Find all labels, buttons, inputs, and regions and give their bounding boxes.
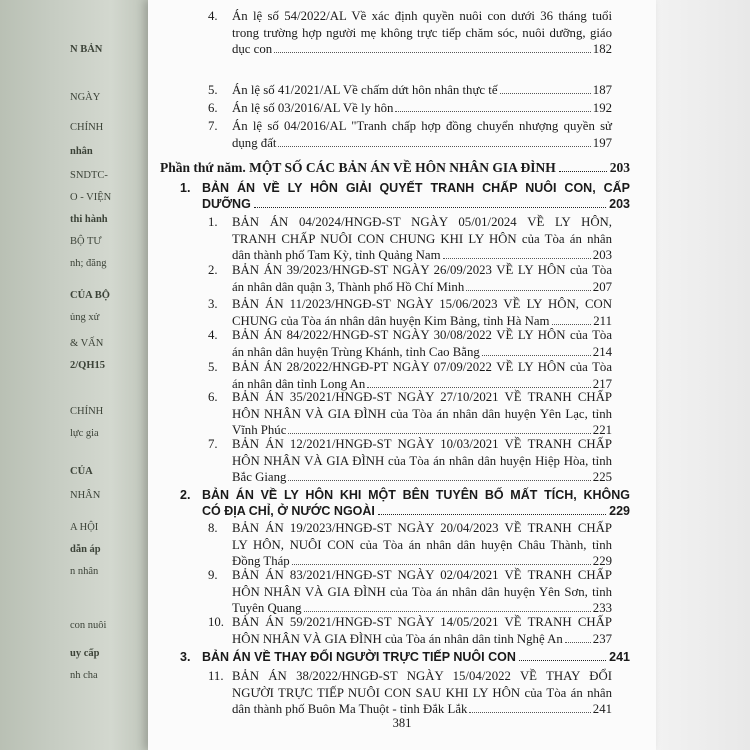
entry-number: 10.: [208, 615, 224, 629]
section-line: BẢN ÁN VỀ LY HÔN GIẢI QUYẾT TRANH CHẤP NUÔI CON, CẤP: [202, 181, 630, 195]
entry-number: 4.: [208, 328, 218, 342]
section-line: CÓ ĐỊA CHỈ, Ở NƯỚC NGOÀI: [202, 504, 375, 518]
entry-last-line: [232, 279, 612, 296]
dot-leader: [395, 111, 590, 112]
entry-number: 4.: [208, 9, 218, 23]
part-page: 203: [609, 160, 630, 175]
dot-leader: [482, 355, 591, 356]
section-title: [202, 180, 630, 212]
entry-line: BẢN ÁN 35/2021/HNGĐ-ST NGÀY 27/10/2021 VỀ TRANH CHẤP: [232, 390, 612, 404]
entry-line: dục con: [232, 42, 273, 56]
entry-last-line: [232, 82, 612, 99]
entry-line: CHUNG của Tòa án nhân dân huyện Kim Bảng, tỉnh Hà Nam: [232, 313, 550, 328]
entry-title: [232, 436, 612, 486]
entry-line: NGƯỜI TRỰC TIẾP NUÔI CON SAU KHI LY HÔN của Tòa án nhân: [232, 685, 612, 700]
left-page-fragment: CỦA BỘ: [70, 290, 110, 301]
entry-number: 9.: [208, 568, 218, 582]
entry-title: [232, 614, 612, 647]
entry-number: 7.: [208, 437, 218, 451]
dot-leader: [519, 660, 606, 661]
entry-number: 8.: [208, 521, 218, 535]
left-page-fragment: 2/QH15: [70, 360, 106, 371]
entry-number: 6.: [208, 390, 218, 404]
entry-last-line: [232, 631, 612, 648]
section-number: 1.: [180, 181, 191, 195]
left-page-fragment: nh cha: [70, 670, 98, 681]
entry-number: 6.: [208, 101, 218, 115]
left-page-fragment: lực gia: [70, 428, 99, 439]
left-page-fragment: ủng xử: [70, 312, 100, 323]
entry-title: [232, 389, 612, 439]
entry-line: BẢN ÁN 39/2023/HNGĐ-ST NGÀY 26/09/2023 VỀ LY HÔN của Tòa: [232, 263, 612, 277]
left-page-fragment: uy cấp: [70, 648, 100, 659]
left-page-edge: [0, 0, 148, 750]
entry-line: BẢN ÁN 12/2021/HNGĐ-ST NGÀY 10/03/2021 VỀ TRANH CHẤP: [232, 437, 612, 451]
left-page-fragment: N BẢN: [70, 44, 103, 55]
section-number: 3.: [180, 650, 191, 664]
entry-title: [232, 82, 612, 99]
dot-leader: [565, 642, 591, 643]
entry-page: 203: [592, 248, 612, 262]
entry-page: 241: [592, 702, 612, 716]
left-page-fragment: CHÍNH: [70, 406, 104, 417]
left-page-fragment: A HỘI: [70, 522, 99, 533]
entry-line: Án lệ số 03/2016/AL Về ly hôn: [232, 101, 394, 115]
entry-title: [232, 296, 612, 329]
entry-line: trong trường hợp người mẹ không trực tiếp chăm sóc, nuôi dưỡng, giáo: [232, 25, 612, 40]
entry-line: BẢN ÁN 04/2024/HNGĐ-ST NGÀY 05/01/2024 VỀ LY HÔN,: [232, 215, 612, 229]
entry-number: 1.: [208, 215, 218, 229]
entry-last-line: [232, 135, 612, 152]
entry-line: Vĩnh Phúc: [232, 423, 287, 437]
entry-line: BẢN ÁN 83/2021/HNGĐ-ST NGÀY 02/04/2021 VỀ TRANH CHẤP: [232, 568, 612, 582]
entry-line: dân thành phố Tam Kỳ, tỉnh Quảng Nam: [232, 248, 441, 262]
entry-last-line: [232, 41, 612, 58]
entry-title: [232, 567, 612, 617]
left-page-fragment: NHÂN: [70, 490, 101, 501]
entry-line: án nhân dân tỉnh Long An: [232, 376, 366, 391]
dot-leader: [466, 290, 591, 291]
dot-leader: [443, 258, 591, 259]
entry-line: Đồng Tháp: [232, 554, 290, 568]
section-number: 2.: [180, 488, 191, 502]
dot-leader: [278, 146, 590, 147]
entry-line: TRANH CHẤP NUÔI CON CHUNG KHI LY HÔN của Tòa án nhân: [232, 231, 612, 246]
section-line: DƯỠNG: [202, 197, 251, 211]
entry-page: 233: [592, 601, 612, 615]
entry-page: 221: [592, 423, 612, 437]
entry-line: HÔN NHÂN VÀ GIA ĐÌNH của Tòa án nhân dân huyện Hiệp Hòa, tỉnh: [232, 453, 612, 468]
section-line: BẢN ÁN VỀ THAY ĐỔI NGƯỜI TRỰC TIẾP NUÔI CON: [202, 650, 516, 664]
section-last-line: [202, 503, 630, 519]
right-page-edge: [656, 0, 750, 750]
section-page: 241: [609, 650, 630, 664]
left-page-fragment: nhân: [70, 146, 93, 157]
page-number: 381: [392, 716, 412, 730]
entry-number: 5.: [208, 83, 218, 97]
entry-number: 7.: [208, 119, 218, 133]
entry-line: BẢN ÁN 11/2023/HNGĐ-ST NGÀY 15/06/2023 VỀ LY HÔN, CON: [232, 297, 612, 311]
entry-line: BẢN ÁN 19/2023/HNGĐ-ST NGÀY 20/04/2023 VỀ TRANH CHẤP: [232, 521, 612, 535]
part-heading: [160, 160, 630, 176]
section-page: 229: [609, 504, 630, 518]
left-page-fragment: n nhân: [70, 566, 99, 577]
entry-line: dụng đất: [232, 135, 277, 150]
entry-line: HÔN NHÂN VÀ GIA ĐÌNH của Tòa án nhân dân huyện Yên Sơn, tỉnh: [232, 584, 612, 599]
entry-page: 211: [593, 313, 612, 328]
entry-line: Án lệ số 04/2016/AL "Tranh chấp hợp đồng chuyển nhượng quyền sử: [232, 119, 612, 133]
dot-leader: [288, 480, 590, 481]
section-title: [202, 649, 630, 665]
left-page-fragment: SNDTC-: [70, 170, 108, 181]
entry-line: Bắc Giang: [232, 470, 287, 484]
entry-page: 192: [592, 101, 612, 115]
left-page-fragment: & VẤN: [70, 338, 104, 349]
left-page-fragment: thi hành: [70, 214, 108, 225]
entry-page: 182: [592, 42, 612, 56]
entry-title: [232, 100, 612, 117]
part-title: Phần thứ năm. MỘT SỐ CÁC BẢN ÁN VỀ HÔN NHÂN GIA ĐÌNH: [160, 160, 556, 175]
entry-line: BẢN ÁN 28/2022/HNGĐ-PT NGÀY 07/09/2022 VỀ LY HÔN của Tòa: [232, 360, 612, 374]
left-page-fragment: CỦA: [70, 466, 93, 477]
entry-page: 237: [592, 631, 612, 646]
entry-title: [232, 668, 612, 718]
entry-title: [232, 327, 612, 360]
entry-line: BẢN ÁN 59/2021/HNGĐ-ST NGÀY 14/05/2021 VỀ TRANH CHẤP: [232, 615, 612, 629]
toc-page: [148, 0, 656, 750]
entry-title: [232, 359, 612, 392]
entry-line: án nhân dân quận 3, Thành phố Hồ Chí Minh: [232, 279, 465, 294]
dot-leader: [292, 564, 591, 565]
dot-leader: [367, 387, 591, 388]
entry-title: [232, 214, 612, 264]
entry-line: Án lệ số 54/2022/AL Về xác định quyền nuôi con dưới 36 tháng tuổi: [232, 9, 612, 23]
section-last-line: [202, 649, 630, 665]
section-page: 203: [609, 197, 630, 211]
entry-number: 3.: [208, 297, 218, 311]
entry-line: Tuyên Quang: [232, 601, 302, 615]
entry-line: HÔN NHÂN VÀ GIA ĐÌNH của Tòa án nhân dân tỉnh Nghệ An: [232, 631, 563, 646]
entry-line: dân thành phố Buôn Ma Thuột - tỉnh Đắk Lắk: [232, 702, 468, 716]
entry-last-line: [232, 469, 612, 486]
entry-page: 217: [592, 376, 612, 391]
entry-title: [232, 520, 612, 570]
dot-leader: [274, 52, 591, 53]
entry-line: Án lệ số 41/2021/AL Về chấm dứt hôn nhân thực tế: [232, 83, 498, 97]
dot-leader: [254, 207, 606, 208]
dot-leader: [559, 171, 607, 172]
entry-page: 214: [592, 344, 612, 359]
section-line: BẢN ÁN VỀ LY HÔN KHI MỘT BÊN TUYÊN BỐ MẤT TÍCH, KHÔNG: [202, 488, 630, 502]
dot-leader: [500, 93, 591, 94]
entry-number: 5.: [208, 360, 218, 374]
entry-line: án nhân dân huyện Trùng Khánh, tỉnh Cao Bằng: [232, 344, 480, 359]
section-last-line: [202, 196, 630, 212]
entry-line: BẢN ÁN 38/2022/HNGĐ-ST NGÀY 15/04/2022 VỀ THAY ĐỔI: [232, 669, 612, 683]
dot-leader: [288, 433, 590, 434]
left-page-fragment: NGÀY: [70, 92, 101, 103]
left-page-fragment: nh; đăng: [70, 258, 107, 269]
left-page-fragment: BỘ TƯ: [70, 236, 102, 247]
entry-last-line: [232, 100, 612, 117]
left-page-fragment: con nuôi: [70, 620, 107, 631]
entry-title: [232, 118, 612, 151]
left-page-fragment: O - VIỆN: [70, 192, 112, 203]
dot-leader: [552, 324, 592, 325]
entry-line: BẢN ÁN 84/2022/HNGĐ-ST NGÀY 30/08/2022 VỀ LY HÔN của Tòa: [232, 328, 612, 342]
entry-line: LY HÔN, NUÔI CON của Tòa án nhân dân huyện Châu Thành, tỉnh: [232, 537, 612, 552]
dot-leader: [469, 712, 590, 713]
entry-line: HÔN NHÂN VÀ GIA ĐÌNH của Tòa án nhân dân huyện Yên Lạc, tỉnh: [232, 406, 612, 421]
left-page-fragment: CHÍNH: [70, 122, 104, 133]
dot-leader: [378, 514, 606, 515]
entry-last-line: [232, 344, 612, 361]
entry-number: 2.: [208, 263, 218, 277]
entry-page: 197: [592, 135, 612, 150]
entry-page: 225: [592, 470, 612, 484]
entry-page: 187: [592, 83, 612, 97]
entry-last-line: [232, 701, 612, 718]
entry-page: 207: [592, 279, 612, 294]
dot-leader: [304, 611, 591, 612]
entry-title: [232, 8, 612, 58]
left-page-fragment: dẫn áp: [70, 544, 101, 555]
entry-number: 11.: [208, 669, 224, 683]
section-title: [202, 487, 630, 519]
entry-title: [232, 262, 612, 295]
entry-page: 229: [592, 554, 612, 568]
